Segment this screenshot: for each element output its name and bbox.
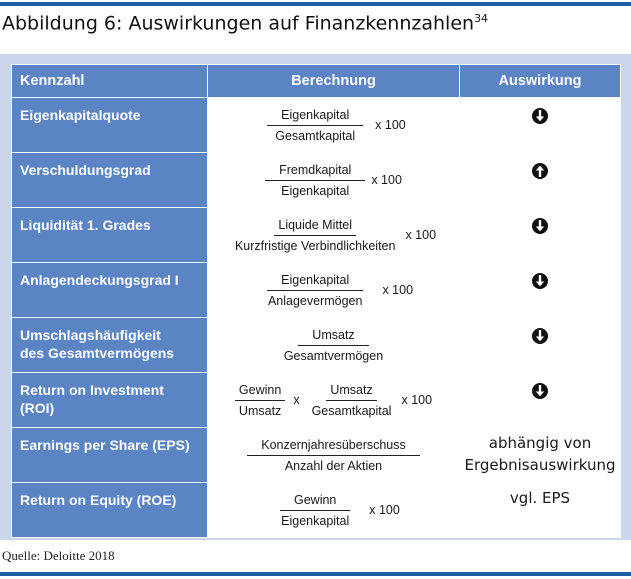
numerator: Gewinn — [235, 383, 285, 401]
bottom-rule — [0, 572, 631, 576]
formula-cell — [208, 153, 460, 208]
numerator: Liquide Mittel — [274, 218, 356, 236]
factor: x 100 — [401, 393, 433, 407]
effect-text-line2: Ergebnisauswirkung — [464, 456, 616, 474]
arrow-down-icon — [531, 272, 549, 290]
source-note: Quelle: Deloitte 2018 — [2, 548, 115, 563]
arrow-up-icon — [531, 162, 549, 180]
formula — [208, 483, 459, 537]
numerator: Fremdkapital — [265, 163, 365, 181]
kennzahl-name — [12, 318, 208, 373]
arrow-down-icon — [531, 217, 549, 235]
formula — [208, 428, 459, 482]
denominator: Eigenkapital — [281, 513, 350, 528]
factor: x 100 — [375, 118, 406, 132]
denominator: Gesamtkapital — [275, 128, 356, 143]
table-row — [12, 428, 621, 483]
formula-cell — [208, 98, 460, 153]
numerator: Gewinn — [280, 493, 350, 511]
top-rule — [0, 2, 631, 6]
fraction — [247, 438, 420, 473]
fraction — [231, 218, 400, 253]
denominator: Anzahl der Aktien — [284, 458, 383, 473]
effect-cell — [460, 428, 621, 483]
arrow-down-icon — [531, 382, 549, 400]
fraction — [265, 163, 365, 198]
kennzahl-name: Earnings per Share (EPS) — [12, 428, 208, 483]
effect-cell — [460, 263, 621, 318]
factor: x 100 — [382, 283, 414, 297]
formula — [208, 98, 459, 152]
kennzahlen-table — [11, 64, 621, 538]
header-berechnung: Berechnung — [208, 65, 460, 98]
effect-text — [460, 432, 620, 476]
effect-cell — [460, 153, 621, 208]
effect-cell — [460, 318, 621, 373]
kennzahl-name-line1: Return on Investment — [20, 382, 164, 398]
numerator: Eigenkapital — [267, 108, 363, 126]
kennzahl-name-line2: des Gesamtvermögens — [20, 345, 175, 361]
arrow-down-icon — [531, 107, 549, 125]
factor: x 100 — [405, 228, 437, 242]
formula-cell — [208, 428, 460, 483]
effect-cell — [460, 483, 621, 538]
figure-title-text: Abbildung 6: Auswirkungen auf Finanzkennzahlen — [2, 12, 475, 35]
formula — [208, 263, 459, 317]
figure-title — [2, 12, 488, 34]
arrow-down-icon — [531, 327, 549, 345]
table-row — [12, 98, 621, 153]
table-row — [12, 318, 621, 373]
fraction — [254, 273, 377, 308]
table-row — [12, 153, 621, 208]
kennzahl-name — [12, 373, 208, 428]
fraction — [308, 383, 396, 418]
kennzahl-name: Verschuldungsgrad — [12, 153, 208, 208]
factor: x 100 — [369, 503, 400, 517]
effect-cell — [460, 373, 621, 428]
fraction — [261, 108, 369, 143]
formula — [208, 208, 459, 262]
formula-cell — [208, 208, 460, 263]
factor: x 100 — [371, 173, 402, 187]
formula-cell — [208, 318, 460, 373]
table-row — [12, 373, 621, 428]
denominator: Kurzfristige Verbindlichkeiten — [234, 238, 396, 253]
formula-cell — [208, 373, 460, 428]
header-auswirkung: Auswirkung — [460, 65, 621, 98]
table-header-row — [12, 65, 621, 98]
numerator: Eigenkapital — [267, 273, 363, 291]
table-row — [12, 263, 621, 318]
effect-cell — [460, 98, 621, 153]
numerator: Konzernjahresüberschuss — [247, 438, 420, 456]
table-row — [12, 208, 621, 263]
denominator: Eigenkapital — [281, 183, 350, 198]
formula-cell — [208, 263, 460, 318]
effect-cell — [460, 208, 621, 263]
kennzahl-name: Return on Equity (ROE) — [12, 483, 208, 538]
kennzahl-name-line1: Umschlagshäufigkeit — [20, 327, 161, 343]
numerator: Umsatz — [326, 383, 376, 401]
kennzahl-name: Anlagendeckungsgrad I — [12, 263, 208, 318]
formula — [208, 373, 459, 427]
kennzahl-name: Eigenkapitalquote — [12, 98, 208, 153]
denominator: Gesamtkapital — [311, 403, 392, 418]
fraction — [267, 493, 363, 528]
times-operator: x — [293, 393, 300, 407]
numerator: Umsatz — [298, 328, 368, 346]
formula-cell — [208, 483, 460, 538]
formula — [208, 153, 459, 207]
fraction — [270, 328, 397, 363]
kennzahl-name-line2: (ROI) — [20, 400, 55, 416]
header-kennzahl: Kennzahl — [12, 65, 208, 98]
formula — [208, 318, 459, 372]
table-row — [12, 483, 621, 538]
denominator: Gesamtvermögen — [283, 348, 384, 363]
effect-text-line1: abhängig von — [488, 434, 592, 452]
table-panel — [0, 54, 631, 540]
fraction — [235, 383, 285, 418]
denominator: Umsatz — [238, 403, 282, 418]
effect-text: vgl. EPS — [509, 489, 571, 507]
denominator: Anlagevermögen — [267, 293, 363, 308]
footnote-marker: 34 — [474, 12, 489, 25]
kennzahl-name: Liquidität 1. Grades — [12, 208, 208, 263]
